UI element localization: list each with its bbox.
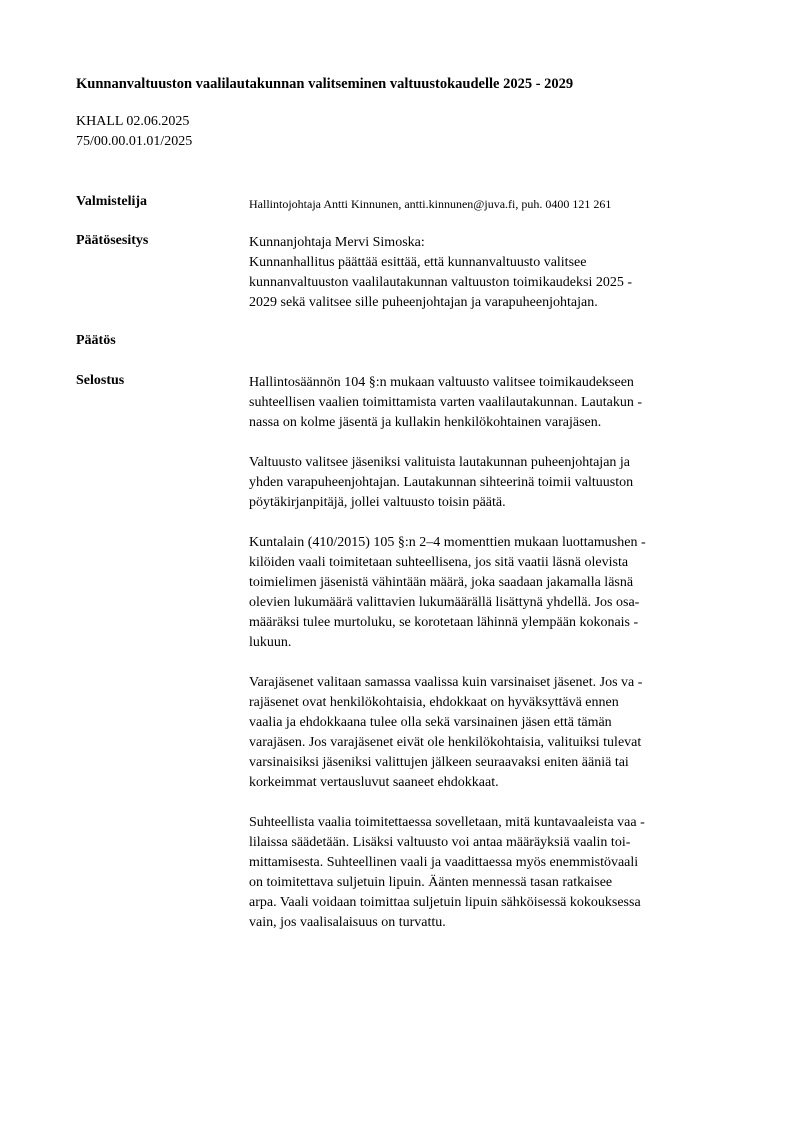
- selostus-line: Hallintosäännön 104 §:n mukaan valtuusto valitsee toimikaudekseen: [249, 375, 634, 390]
- selostus-body: [249, 373, 739, 933]
- selostus-paragraph: [249, 533, 739, 653]
- selostus-line: varsinaisiksi jäseniksi valittujen jälkeen seuraavaksi eniten ääniä tai: [249, 755, 629, 770]
- selostus-line: yhden varapuheenjohtajan. Lautakunnan sihteerinä toimii valtuuston: [249, 475, 634, 490]
- selostus-line: arpa. Vaali voidaan toimittaa suljetuin lipuin sähköisessä kokouksessa: [249, 895, 641, 910]
- valmistelija-text: Hallintojohtaja Antti Kinnunen, antti.kinnunen@juva.fi, puh. 0400 121 261: [249, 197, 612, 211]
- selostus-line: toimielimen jäsenistä vähintään määrä, joka saadaan jakamalla läsnä: [249, 575, 634, 590]
- valmistelija-label: Valmistelija: [76, 194, 148, 209]
- selostus-line: vaalia ja ehdokkaana tulee olla sekä varsinainen jäsen että tämän: [249, 715, 612, 730]
- paatosesitys-line: kunnanvaltuuston vaalilautakunnan valtuuston toimikaudeksi 2025 -: [249, 275, 632, 290]
- selostus-line: olevien lukumäärä valittavien lukumäärällä lisättynä yhdellä. Jos osa-: [249, 595, 640, 610]
- selostus-line: nassa on kolme jäsentä ja kullakin henkilökohtainen varajäsen.: [249, 415, 602, 430]
- selostus-paragraph: [249, 453, 739, 513]
- selostus-line: Suhteellista vaalia toimitettaessa sovelletaan, mitä kuntavaaleista vaa -: [249, 815, 645, 830]
- case-number: 75/00.00.01.01/2025: [76, 134, 193, 149]
- selostus-label: Selostus: [76, 373, 125, 388]
- selostus-paragraph: [249, 673, 739, 793]
- selostus-line: lukuun.: [249, 635, 292, 650]
- selostus-line: korkeimmat vertausluvut saaneet ehdokkaat.: [249, 775, 499, 790]
- meeting-date: KHALL 02.06.2025: [76, 114, 190, 129]
- paatosesitys-line: 2029 sekä valitsee sille puheenjohtajan ja varapuheenjohtajan.: [249, 295, 598, 310]
- document-title: Kunnanvaltuuston vaalilautakunnan valitseminen valtuustokaudelle 2025 - 2029: [76, 76, 574, 92]
- selostus-line: lilaissa säädetään. Lisäksi valtuusto voi antaa määräyksiä vaalin toi-: [249, 835, 631, 850]
- selostus-line: kilöiden vaali toimitetaan suhteellisena, jos sitä vaatii läsnä olevista: [249, 555, 629, 570]
- paatosesitys-line: Kunnanhallitus päättää esittää, että kunnanvaltuusto valitsee: [249, 255, 587, 270]
- selostus-line: mittamisesta. Suhteellinen vaali ja vaadittaessa myös enemmistövaali: [249, 855, 639, 870]
- selostus-paragraph: [249, 373, 739, 433]
- selostus-line: Kuntalain (410/2015) 105 §:n 2–4 momenttien mukaan luottamushen -: [249, 535, 646, 550]
- selostus-line: rajäsenet ovat henkilökohtaisia, ehdokkaat on hyväksyttävä ennen: [249, 695, 619, 710]
- selostus-paragraph: [249, 813, 739, 933]
- selostus-line: vain, jos vaalisalaisuus on turvattu.: [249, 915, 446, 930]
- paatosesitys-line: Kunnanjohtaja Mervi Simoska:: [249, 235, 425, 250]
- paatosesitys-body: [249, 233, 739, 313]
- selostus-line: on toimitettava suljetuin lipuin. Äänten mennessä tasan ratkaisee: [249, 875, 613, 890]
- selostus-line: suhteellisen vaalien toimittamista varten vaalilautakunnan. Lautakun -: [249, 395, 643, 410]
- paatos-label: Päätös: [76, 333, 116, 348]
- selostus-line: Varajäsenet valitaan samassa vaalissa kuin varsinaiset jäsenet. Jos va -: [249, 675, 643, 690]
- selostus-line: määräksi tulee murtoluku, se korotetaan lähinnä ylempään kokonais -: [249, 615, 639, 630]
- selostus-line: Valtuusto valitsee jäseniksi valituista lautakunnan puheenjohtajan ja: [249, 455, 631, 470]
- selostus-line: varajäsen. Jos varajäsenet eivät ole henkilökohtaisia, valituiksi tulevat: [249, 735, 642, 750]
- selostus-line: pöytäkirjanpitäjä, jollei valtuusto toisin päätä.: [249, 495, 506, 510]
- paatosesitys-label: Päätösesitys: [76, 233, 149, 248]
